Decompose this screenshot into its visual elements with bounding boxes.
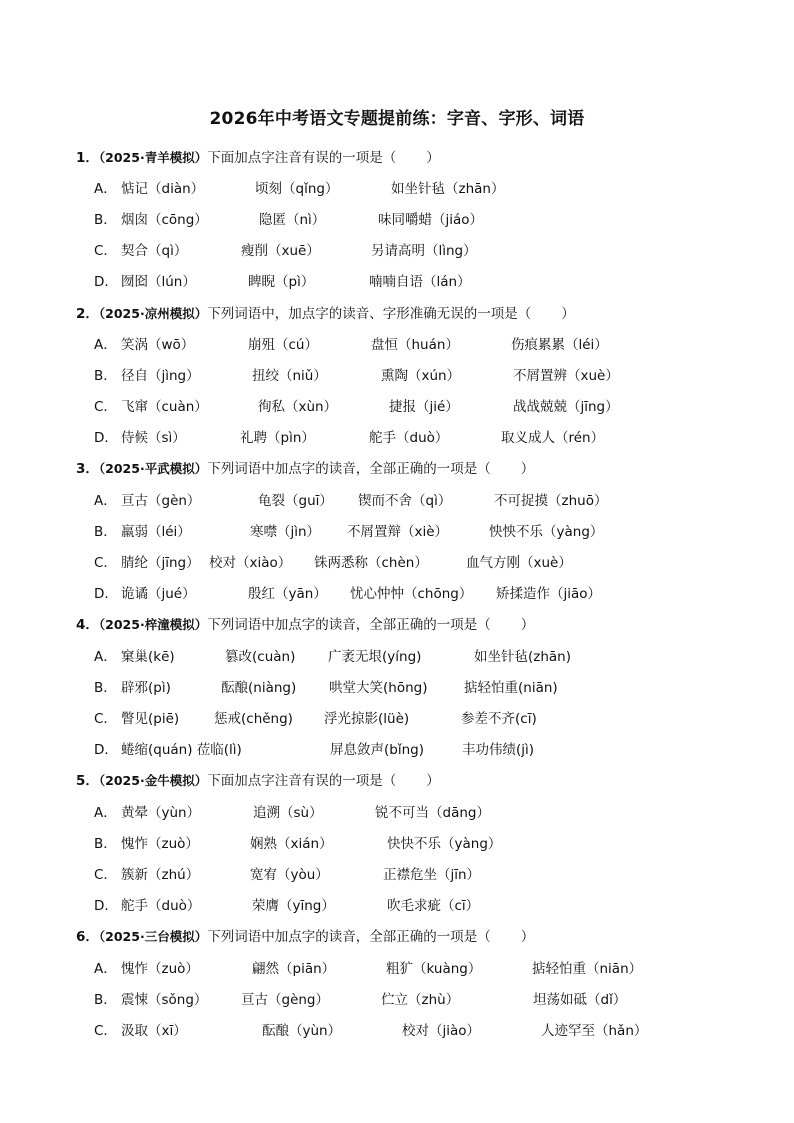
option-item: 伫立（zhù） <box>381 992 460 1008</box>
option-item: 怏怏不乐（yàng） <box>489 524 604 540</box>
option-item: 坦荡如砥（dǐ） <box>533 992 627 1008</box>
option-label: C． <box>94 867 117 883</box>
option-item: 哄堂大笑(hōng) <box>329 680 428 696</box>
option-item: 战战兢兢（jīng） <box>513 399 619 415</box>
option-item: 惦记（diàn） <box>121 181 205 197</box>
option-item: 不屑置辨（xuè） <box>513 368 619 384</box>
option-item: 瞥见(piē) <box>121 711 180 727</box>
option-item: 伤痕累累（léi） <box>511 337 608 353</box>
option-item: 囫囵（lún） <box>121 274 196 290</box>
option-item: 烟囱（cōng） <box>121 212 208 228</box>
option-label: A． <box>94 181 117 197</box>
option-label: D． <box>94 898 118 914</box>
option-item: 快快不乐（yàng） <box>387 836 502 852</box>
option-item: 喃喃自语（lán） <box>369 274 471 290</box>
option-item: 亘古（gèn） <box>121 493 201 509</box>
option-item: 飞窜（cuàn） <box>121 399 208 415</box>
option-label: B． <box>94 524 117 540</box>
option-item: 龟裂（guī） <box>258 493 333 509</box>
option-item: 校对（xiào） <box>209 555 292 571</box>
question-2-stem: 2．（2025·凉州模拟）下列词语中，加点字的读音、字形准确无误的一项是（ ） <box>76 306 575 322</box>
option-item: 簇新（zhú） <box>121 867 200 883</box>
option-item: 契合（qì） <box>121 243 188 259</box>
option-label: B． <box>94 680 117 696</box>
option-item: 翩然（piān） <box>252 961 336 977</box>
option-item: 笑涡（wō） <box>121 337 195 353</box>
option-item: 如坐针毡（zhān） <box>391 181 505 197</box>
question-text: 下面加点字注音有误的一项是（ <box>207 150 397 166</box>
question-number: 2． <box>76 306 99 322</box>
option-item: 窠巢(kē) <box>121 649 175 665</box>
option-item: 另请高明（lìng） <box>371 243 477 259</box>
question-1-stem: 1．（2025·青羊模拟）下面加点字注音有误的一项是（ ） <box>76 150 440 166</box>
option-item: 广袤无垠(yíng) <box>328 649 422 665</box>
option-item: 浮光掠影(lüè) <box>324 711 410 727</box>
option-item: 亘古（gèng） <box>241 992 330 1008</box>
question-source: （2025·青羊模拟） <box>98 150 208 165</box>
option-label: C． <box>94 711 117 727</box>
option-item: 正襟危坐（jīn） <box>383 867 481 883</box>
option-item: 宽宥（yòu） <box>250 867 329 883</box>
option-item: 锐不可当（dāng） <box>375 805 490 821</box>
option-item: 寒噤（jìn） <box>250 524 321 540</box>
option-item: 愧怍（zuò） <box>121 961 199 977</box>
option-label: B． <box>94 212 117 228</box>
option-item: 掂轻怕重(niān) <box>464 680 558 696</box>
question-source: （2025·金牛模拟） <box>98 773 208 788</box>
option-item: 熏陶（xún） <box>381 368 461 384</box>
question-text: 下面加点字注音有误的一项是（ <box>207 773 397 789</box>
option-label: D． <box>94 274 118 290</box>
question-source: （2025·梓潼模拟） <box>98 617 208 632</box>
option-item: 腈纶（jīng） <box>121 555 200 571</box>
option-item: 羸弱（léi） <box>121 524 191 540</box>
option-item: 径自（jìng） <box>121 368 200 384</box>
option-label: A． <box>94 961 117 977</box>
option-item: 盘恒（huán） <box>371 337 459 353</box>
option-item: 舵手（duò） <box>369 430 449 446</box>
option-item: 酝酿（yùn） <box>262 1023 342 1039</box>
option-item: 味同嚼蜡（jiáo） <box>378 212 484 228</box>
question-number: 1． <box>76 150 99 166</box>
option-item: 崩殂（cú） <box>248 337 318 353</box>
option-label: B． <box>94 992 117 1008</box>
option-label: A． <box>94 649 117 665</box>
option-item: 惩戒(chěng) <box>214 711 293 727</box>
option-label: A． <box>94 805 117 821</box>
question-text: 下列词语中加点字的读音，全部正确的一项是（ <box>207 617 491 633</box>
option-item: 追溯（sù） <box>253 805 323 821</box>
question-3-stem: 3．（2025·平武模拟）下列词语中加点字的读音，全部正确的一项是（ ） <box>76 461 535 477</box>
option-item: 如坐针毡(zhān) <box>474 649 572 665</box>
option-label: D． <box>94 742 118 758</box>
option-label: D． <box>94 430 118 446</box>
option-item: 参差不齐(cī) <box>461 711 537 727</box>
option-item: 礼聘（pìn） <box>240 430 315 446</box>
question-number: 4． <box>76 617 99 633</box>
option-label: A． <box>94 337 117 353</box>
question-source: （2025·凉州模拟） <box>98 306 208 321</box>
option-item: 取义成人（rén） <box>501 430 605 446</box>
option-label: C． <box>94 555 117 571</box>
option-item: 舵手（duò） <box>121 898 201 914</box>
option-item: 顷刻（qǐng） <box>255 181 339 197</box>
option-item: 荣膺（yīng） <box>252 898 335 914</box>
question-5-stem: 5．（2025·金牛模拟）下面加点字注音有误的一项是（ ） <box>76 773 440 789</box>
option-item: 愧怍（zuò） <box>121 836 199 852</box>
option-label: A． <box>94 493 117 509</box>
option-label: C． <box>94 1023 117 1039</box>
option-item: 辟邪(pì) <box>121 680 171 696</box>
option-item: 睥睨（pì） <box>248 274 315 290</box>
question-text: 下列词语中，加点字的读音、字形准确无误的一项是（ <box>207 306 532 322</box>
option-item: 粗犷（kuàng） <box>386 961 482 977</box>
option-label: B． <box>94 836 117 852</box>
question-text: 下列词语中加点字的读音，全部正确的一项是（ <box>207 461 491 477</box>
question-source: （2025·三台模拟） <box>98 929 208 944</box>
option-item: 瘦削（xuē） <box>241 243 320 259</box>
option-item: 铢两悉称（chèn） <box>314 555 428 571</box>
option-label: C． <box>94 399 117 415</box>
option-item: 人迹罕至（hǎn） <box>541 1023 648 1039</box>
option-label: C． <box>94 243 117 259</box>
option-item: 捷报（jié） <box>389 399 459 415</box>
option-item: 隐匿（nì） <box>259 212 326 228</box>
option-item: 血气方刚（xuè） <box>466 555 572 571</box>
question-text: 下列词语中加点字的读音，全部正确的一项是（ <box>207 929 491 945</box>
option-item: 矫揉造作（jiāo） <box>496 586 602 602</box>
option-item: 篡改(cuàn) <box>225 649 296 665</box>
option-item: 殷红（yān） <box>248 586 327 602</box>
option-item: 汲取（xī） <box>121 1023 187 1039</box>
option-item: 校对（jiào） <box>402 1023 481 1039</box>
option-item: 屏息敛声(bǐng) <box>330 742 424 758</box>
question-6-stem: 6．（2025·三台模拟）下列词语中加点字的读音，全部正确的一项是（ ） <box>76 929 535 945</box>
option-item: 震悚（sǒng） <box>121 992 208 1008</box>
option-item: 黄晕（yùn） <box>121 805 201 821</box>
option-item: 娴熟（xián） <box>250 836 333 852</box>
option-item: 徇私（xùn） <box>258 399 338 415</box>
option-label: B． <box>94 368 117 384</box>
option-item: 掂轻怕重（niān） <box>532 961 643 977</box>
option-item: 蜷缩(quán) 莅临(lì) <box>121 742 242 758</box>
option-item: 不屑置辩（xiè） <box>347 524 449 540</box>
option-item: 锲而不舍（qì） <box>358 493 452 509</box>
question-number: 3． <box>76 461 99 477</box>
option-item: 扭绞（niǔ） <box>252 368 327 384</box>
option-item: 诡谲（jué） <box>121 586 196 602</box>
question-number: 5． <box>76 773 99 789</box>
option-item: 不可捉摸（zhuō） <box>494 493 608 509</box>
page-title: 2026年中考语文专题提前练：字音、字形、词语 <box>209 109 585 129</box>
question-number: 6． <box>76 929 99 945</box>
option-label: D． <box>94 586 118 602</box>
option-item: 酝酿(niàng) <box>221 680 297 696</box>
option-item: 忧心忡忡（chōng） <box>350 586 473 602</box>
option-item: 丰功伟绩(jì) <box>462 742 535 758</box>
option-item: 侍候（sì） <box>121 430 186 446</box>
question-4-stem: 4．（2025·梓潼模拟）下列词语中加点字的读音，全部正确的一项是（ ） <box>76 617 535 633</box>
option-item: 吹毛求疵（cī） <box>387 898 480 914</box>
question-source: （2025·平武模拟） <box>98 461 208 476</box>
